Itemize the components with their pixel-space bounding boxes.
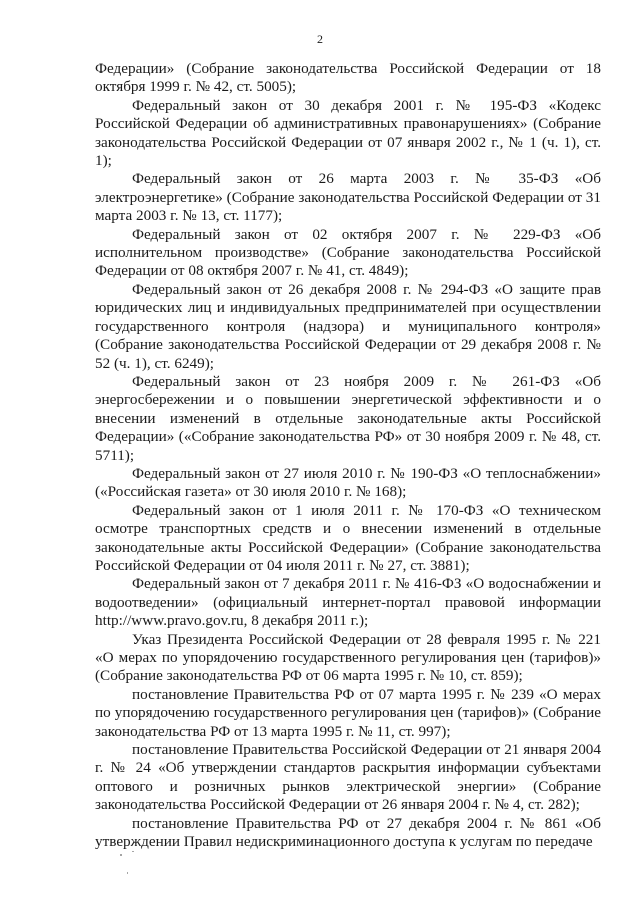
paragraph-decree-221: Указ Президента Российской Федерации от 28 февраля 1995 г. № 221 «О мерах по упорядочению государственного регулирования цен (тарифов)» (Собрание законодательства РФ от 06 марта 1995 г. № 10, ст. 859);: [95, 630, 601, 685]
paragraph-law-195fz: Федеральный закон от 30 декабря 2001 г. № 195-ФЗ «Кодекс Российской Федерации об административных правонарушениях» (Собрание законодательства Российской Федерации от 07 января 2002 г., № 1 (ч. 1), ст. 1);: [95, 96, 601, 170]
paragraph-law-190fz: Федеральный закон от 27 июля 2010 г. № 190-ФЗ «О теплоснабжении» («Российская газета» от 30 июля 2010 г. № 168);: [95, 464, 601, 501]
paragraph-law-416fz: Федеральный закон от 7 декабря 2011 г. № 416-ФЗ «О водоснабжении и водоотведении» (официальный интернет-портал правовой информации http://www.pravo.gov.ru, 8 декабря 2011 г.);: [95, 575, 601, 630]
paragraph-resolution-239: постановление Правительства РФ от 07 марта 1995 г. № 239 «О мерах по упорядочению государственного регулирования цен (тарифов)» (Собрание законодательства РФ от 13 марта 1995 г. № 11, ст. 997);: [95, 685, 601, 740]
paragraph-law-261fz: Федеральный закон от 23 ноября 2009 г. № 261-ФЗ «Об энергосбережении и о повышении энергетической эффективности и о внесении изменений в отдельные законодательные акты Российской Федерации» («Собрание законодательства РФ» от 30 ноября 2009 г. № 48, ст. 5711);: [95, 372, 601, 464]
paragraph-continuation: Федерации» (Собрание законодательства Российской Федерации от 18 октября 1999 г. № 42, ст. 5005);: [95, 60, 601, 96]
paragraph-resolution-24: постановление Правительства Российской Федерации от 21 января 2004 г. № 24 «Об утверждении стандартов раскрытия информации субъектами оптового и розничных рынков электрической энергии» (Собрание законодательства Российской Федерации от 26 января 2004 г. № 4, ст. 282);: [95, 741, 601, 814]
paragraph-law-229fz: Федеральный закон от 02 октября 2007 г. № 229-ФЗ «Об исполнительном производстве» (Собрание законодательства Российской Федерации от 08 октября 2007 г. № 41, ст. 4849);: [95, 225, 601, 280]
paragraph-law-170fz: Федеральный закон от 1 июля 2011 г. № 170-ФЗ «О техническом осмотре транспортных средств и о внесении изменений в отдельные законодательные акты Российской Федерации» (Собрание законодательства Российской Федерации от 04 июля 2011 г. № 27, ст. 3881);: [95, 501, 601, 574]
document-body: [95, 60, 601, 851]
paragraph-law-294fz: Федеральный закон от 26 декабря 2008 г. № 294-ФЗ «О защите прав юридических лиц и индивидуальных предпринимателей при осуществлении государственного контроля (надзора) и муниципального контроля» (Собрание законодательства Российской Федерации от 29 декабря 2008 г. № 52 (ч. 1), ст. 6249);: [95, 280, 601, 372]
scan-specks: [118, 850, 158, 890]
paragraph-law-35fz: Федеральный закон от 26 марта 2003 г. № 35-ФЗ «Об электроэнергетике» (Собрание законодательства Российской Федерации от 31 марта 2003 г. № 13, ст. 1177);: [95, 170, 601, 225]
page-number: 2: [317, 32, 323, 46]
paragraph-resolution-861: постановление Правительства РФ от 27 декабря 2004 г. № 861 «Об утверждении Правил недискриминационного доступа к услугам по передаче: [95, 814, 601, 851]
